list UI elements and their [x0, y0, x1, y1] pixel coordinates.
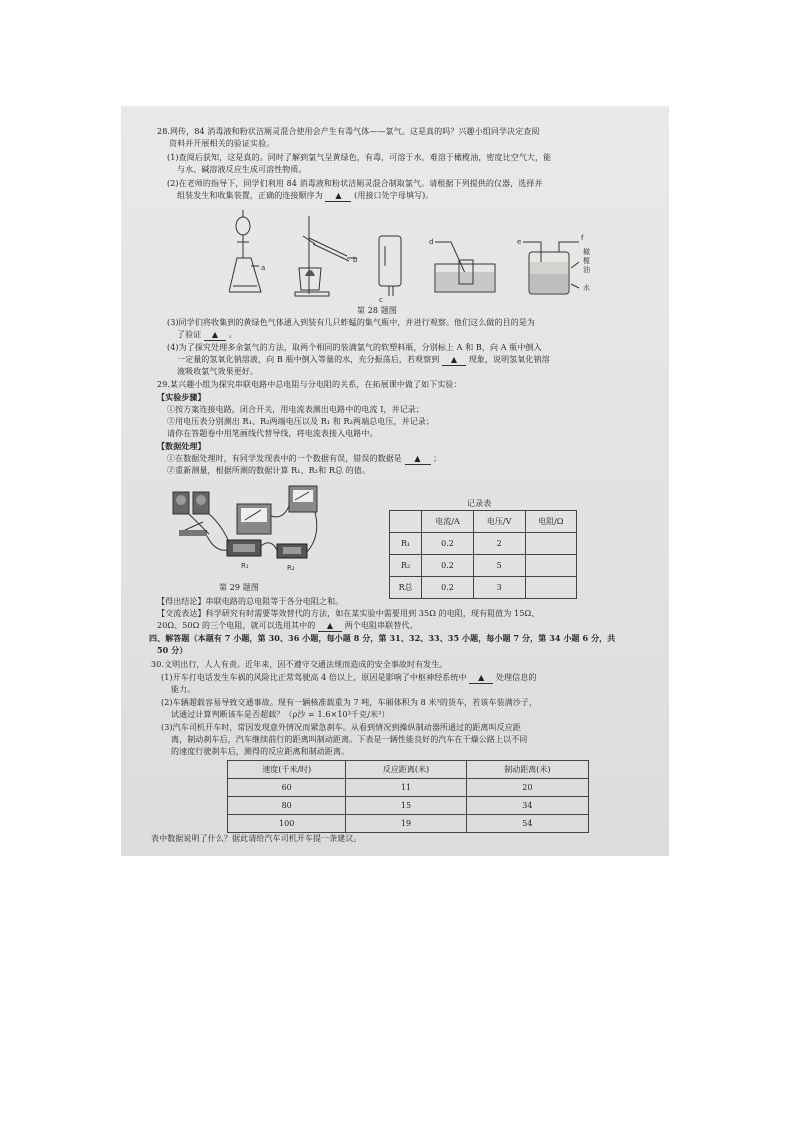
q28-part3-line-1: (3)同学们将收集到的黄绿色气体通入到装有几只蚱蜢的集气瓶中，并进行观察。他们这么做的目的是为: [167, 318, 536, 327]
label-water: 水: [583, 284, 590, 292]
q29-exchange-end: 两个电阻串联替代。: [344, 621, 418, 630]
speed-header-cell: 速度(千米/时): [228, 761, 346, 779]
q28-part3-text: 了验证: [177, 330, 202, 339]
answer-blank[interactable]: [405, 453, 431, 465]
q30-part1-end: 处理信息的: [495, 673, 537, 682]
q29-step-1: ①按方案连接电路，闭合开关，用电流表测出电路中的电流 I，并记录；: [167, 405, 424, 414]
q29-data-1: [167, 453, 441, 465]
switch-icon: [179, 522, 207, 536]
q28-part4-text-end: 现象，说明氢氧化钠溶: [468, 355, 550, 364]
q28-part4-text: 一定量的氢氧化钠溶液，向 B 瓶中倒入等量的水，充分振荡后，若观察到: [177, 355, 440, 364]
record-cell: 5: [473, 555, 525, 577]
blank-triangle-icon: ▲: [211, 330, 219, 339]
q29-conclusion: 【得出结论】串联电路的总电阻等于各分电阻之和。: [157, 597, 344, 606]
q29-data-1-text: ①在数据处理时，有同学发现表中的一个数据有误，错误的数据是: [167, 454, 402, 463]
speed-cell: 20: [466, 779, 588, 797]
q28-part2-text: 组装发生和收集装置，正确的连接顺序为: [177, 191, 323, 200]
record-header-cell: 电压/V: [473, 511, 525, 533]
speed-cell: 19: [346, 815, 466, 833]
q29-exchange-text: 20Ω、50Ω 的三个电阻，就可以选用其中的: [157, 621, 316, 630]
speed-cell: 100: [228, 815, 346, 833]
q28-part1-line-1: (1)查阅后获知，这是真的。同时了解到氯气呈黄绿色，有毒，可溶于水，难溶于橄榄油，密度比空气大，能: [167, 153, 552, 162]
q29-heading-steps: 【实验步骤】: [157, 392, 206, 402]
q30-part3-line-1: (3)汽车司机开车时，常因发现意外情况而紧急刹车。从看到情况到操纵制动器所通过的距离叫反应距: [161, 723, 521, 732]
record-cell: 0.2: [422, 577, 474, 599]
speed-cell: 60: [228, 779, 346, 797]
blank-triangle-icon: ▲: [326, 621, 334, 630]
heated-test-tube-icon: [295, 216, 357, 296]
label-e: e: [517, 238, 522, 246]
table-row: [228, 797, 589, 815]
table-row: [390, 533, 577, 555]
q29-line-1: 29.某兴趣小组为探究串联电路中总电阻与分电阻的关系，在拓展课中做了如下实验：: [157, 380, 462, 389]
record-table: [389, 510, 577, 599]
section-4-heading-line-2: 50 分）: [157, 645, 188, 655]
inverted-bottle-icon: [379, 236, 401, 296]
table-row: [228, 815, 589, 833]
record-table-title: 记录表: [467, 499, 492, 508]
label-r1: R₁: [241, 562, 249, 570]
battery-icon: [173, 492, 209, 514]
q29-step-2: ②用电压表分别测出 R₁、R₂两端电压以及 R₁ 和 R₂两端总电压，并记录；: [167, 417, 434, 426]
photographed-exam-page: [121, 106, 669, 856]
label-f: f: [581, 234, 584, 242]
table-row: [390, 555, 577, 577]
q28-part4-line-1: (4)为了探究处理多余氯气的方法，取两个相同的装满氯气的软塑料瓶，分别标上 A 和 B，向 A 瓶中倒入: [167, 343, 542, 352]
record-cell: R总: [390, 577, 422, 599]
speed-header-cell: 反应距离(米): [346, 761, 466, 779]
q29-exchange-line-2: [157, 620, 418, 632]
blank-triangle-icon: ▲: [450, 355, 458, 364]
resistor-r1-icon: [227, 540, 261, 556]
q28-figure-caption: 第 28 题图: [357, 306, 397, 315]
blank-triangle-icon: ▲: [414, 454, 421, 463]
q28-part4-line-2: [177, 354, 550, 366]
record-cell: [525, 533, 577, 555]
speed-cell: 54: [466, 815, 588, 833]
ammeter-icon: [237, 504, 271, 534]
q30-part2-line-1: (2)车辆超载容易导致交通事故。现有一辆核准载重为 7 吨，车厢体积为 8 米³的货车，若该车装满沙子，: [161, 698, 538, 707]
q30-part3-line-3: 的速度行驶刹车后，测得的反应距离和制动距离。: [171, 747, 350, 756]
oil-water-bottle-icon: [517, 234, 584, 294]
q28-part3-line-2: [177, 329, 237, 341]
q29-data-2: ②重新测量，根据所测的数据计算 R₁、R₂和 R总 的值。: [167, 466, 371, 475]
q30-part3-line-2: 离，制动刹车后，汽车继续前行的距离叫制动距离。下表是一辆性能良好的汽车在干燥公路上以不同: [171, 735, 528, 744]
label-d: d: [429, 238, 434, 246]
q29-exchange-line-1: 【交流表达】科学研究有时需要等效替代的方法，如在某实验中需要用到 35Ω 的电阻，现有阻值为 15Ω、: [157, 609, 540, 618]
record-cell: R₁: [390, 533, 422, 555]
q28-part2-text-end: (用接口处字母填写)。: [354, 191, 434, 200]
speed-cell: 34: [466, 797, 588, 815]
section-4-heading: 四、解答题（本题有 7 小题，第 30、36 小题，每小题 8 分，第 31、32、33、35 小题，每小题 7 分，第 34 小题 6 分，共: [149, 633, 616, 643]
q30-part1-line-1: [161, 672, 536, 684]
record-cell: 3: [473, 577, 525, 599]
answer-blank[interactable]: [318, 620, 342, 632]
record-cell: [525, 577, 577, 599]
label-r2: R₂: [287, 564, 295, 572]
speed-header-cell: 制动距离(米): [466, 761, 588, 779]
label-olive-oil-2: 榄: [583, 257, 590, 265]
q28-part3-text-end: 。: [228, 330, 237, 339]
q30-part1-line-2: 能力。: [171, 685, 196, 694]
q29-circuit-figure: [171, 480, 341, 580]
answer-blank[interactable]: [469, 672, 493, 684]
blank-triangle-icon: ▲: [335, 191, 342, 200]
answer-blank[interactable]: [204, 329, 226, 341]
q29-data-1-end: ；: [433, 454, 442, 463]
label-olive-oil-3: 油: [583, 266, 590, 274]
label-c: c: [379, 296, 383, 304]
q28-part1-line-2: 与水、碱溶液反应生成可溶性物质。: [177, 165, 307, 174]
record-cell: 2: [473, 533, 525, 555]
q30-part2-line-2: 试通过计算判断该车是否超载？（ρ沙 = 1.6×10³千克/米³）: [171, 710, 390, 719]
speed-cell: 80: [228, 797, 346, 815]
answer-blank[interactable]: [325, 190, 351, 202]
q29-step-3: 请你在答题卷中用笔画线代替导线，将电流表接入电路中。: [167, 429, 378, 438]
record-cell: 0.2: [422, 533, 474, 555]
record-header-cell: 电流/A: [422, 511, 474, 533]
label-b: b: [353, 256, 358, 264]
table-row: [228, 779, 589, 797]
voltmeter-icon: [289, 486, 317, 512]
record-cell: 0.2: [422, 555, 474, 577]
label-a: a: [261, 264, 266, 272]
speed-cell: 11: [346, 779, 466, 797]
q30-line-1: 30.文明出行，人人有责。近年来，因不遵守交通法规而造成的安全事故时有发生。: [151, 660, 448, 669]
blank-triangle-icon: ▲: [478, 673, 485, 682]
q28-line-1: 28.网传，84 消毒液和粉状洁厕灵混合使用会产生有毒气体——氯气。这是真的吗？兴趣小组同学决定查阅: [157, 127, 540, 136]
q29-figure-caption: 第 29 题图: [219, 583, 259, 592]
q28-part4-line-3: 液吸收氯气效果更好。: [177, 367, 258, 376]
table-row: [390, 577, 577, 599]
record-cell: R₂: [390, 555, 422, 577]
q30-final-question: 表中数据说明了什么？据此请给汽车司机开车提一条建议。: [151, 834, 362, 843]
record-header-cell: 电阻/Ω: [525, 511, 577, 533]
q30-part1-text: (1)开车打电话发生车祸的风险比正常驾驶高 4 倍以上，原因是影响了中枢神经系统中: [161, 673, 467, 682]
resistor-r2-icon: [277, 544, 307, 558]
speed-cell: 15: [346, 797, 466, 815]
q28-line-2: 资料并开展相关的验证实验。: [169, 139, 275, 148]
answer-blank[interactable]: [442, 354, 466, 366]
flask-with-funnel-icon: [229, 210, 261, 292]
q28-apparatus-figure: [229, 206, 609, 306]
record-header-cell: [390, 511, 422, 533]
q28-part2-line-1: (2)在老师的指导下，同学们利用 84 消毒液和粉状洁厕灵混合制取氯气。请根据下列提供的仪器，选择并: [167, 179, 543, 188]
speed-distance-table: [227, 760, 589, 833]
water-trough-icon: [429, 238, 495, 292]
record-cell: [525, 555, 577, 577]
q28-part2-line-2: [177, 190, 433, 202]
q29-heading-data: 【数据处理】: [157, 441, 206, 451]
label-olive-oil-1: 橄: [583, 248, 590, 256]
